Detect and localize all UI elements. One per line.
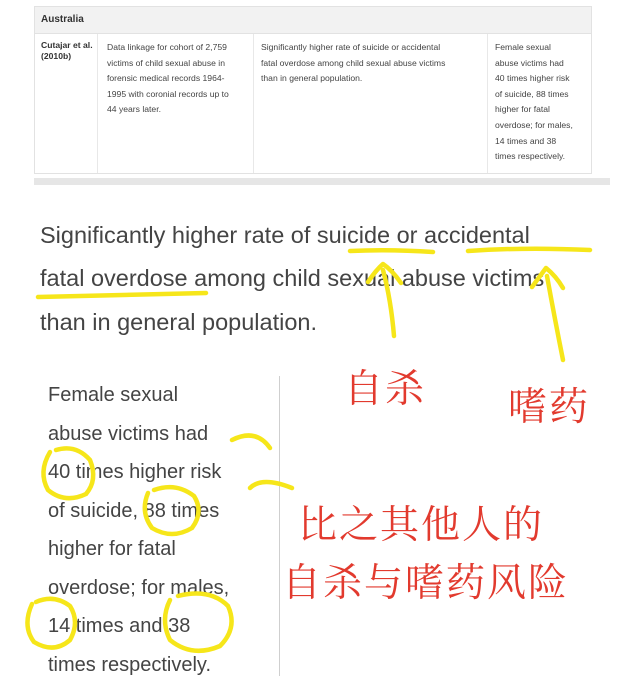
detail-line: of suicide, 88 times (495, 88, 569, 99)
underline-accidental (468, 249, 590, 251)
detail-line: higher for fatal (495, 104, 550, 115)
arrow-suicide (368, 264, 401, 336)
finding-line: Significantly higher rate of suicide or accidental (261, 42, 441, 52)
detail-line: of suicide, 88 times (48, 499, 220, 522)
detail-line: overdose; for males, (495, 119, 573, 130)
detail-line: 40 times higher risk (48, 461, 222, 483)
detail-line: abuse victims had (48, 422, 209, 445)
finding-line: than in general population. (261, 73, 363, 84)
detail-line: higher for fatal (48, 538, 176, 560)
circle-88 (145, 487, 199, 534)
circle-14 (27, 599, 75, 648)
annotation-suicide-cn: 自杀 (344, 367, 427, 412)
detail-line: times respectively. (48, 653, 212, 676)
design-line: 1995 with coronial records up to (107, 88, 229, 99)
design-line: victims of child sexual abuse in (107, 57, 225, 68)
detail-line: 40 times higher risk (495, 73, 570, 84)
underline-suicide (350, 250, 433, 252)
underline-fatal-overdose (38, 293, 206, 297)
annotation-overdose-cn: 嗜药 (508, 385, 591, 430)
finding-line: fatal overdose among child sexual abuse victims (261, 57, 446, 68)
detail-line: abuse victims had (495, 57, 564, 68)
design-line: forensic medical records 1964- (107, 73, 225, 84)
detail-line: overdose; for males, (48, 576, 230, 599)
arrow-overdose (532, 268, 563, 360)
circle-40 (43, 448, 93, 498)
detail-line: 14 times and 38 (495, 135, 557, 146)
table-region-header: Australia (35, 7, 591, 34)
author-cell: Cutajar et al. (2010b) (41, 40, 93, 61)
design-line: 44 years later. (107, 104, 161, 115)
detail-line: Female sexual (48, 384, 179, 406)
bracket-risk (232, 436, 292, 489)
annotation-risk-line1: 比之其他人的 (298, 503, 545, 548)
zoom-line-1: Significantly higher rate of suicide or accidental (40, 222, 530, 248)
zoom-line-2: fatal overdose among child sexual abuse victims (40, 265, 545, 291)
design-line: Data linkage for cohort of 2,759 (107, 42, 227, 52)
detail-line: 14 times and 38 (48, 615, 191, 637)
detail-line: Female sexual (495, 42, 551, 52)
annotation-risk-line2: 自杀与嗜药风险 (282, 561, 570, 606)
circle-38 (165, 594, 232, 651)
zoom-line-3: than in general population. (40, 309, 317, 335)
detail-line: times respectively. (495, 151, 566, 162)
